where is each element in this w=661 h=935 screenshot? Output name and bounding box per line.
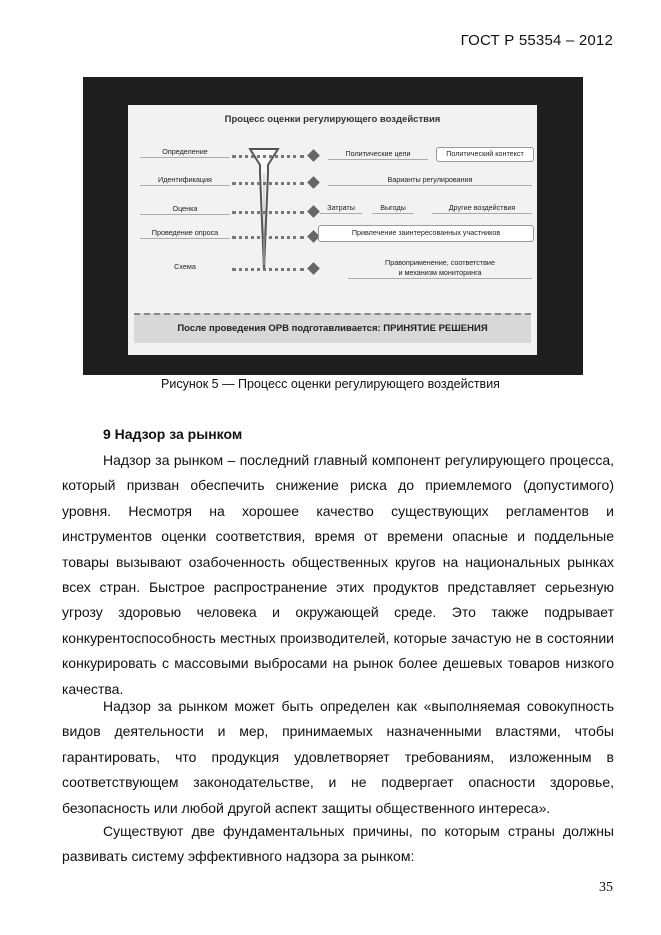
step-definition: Определение [140,148,230,158]
document-standard-id: ГОСТ Р 55354 – 2012 [460,32,613,49]
item-stakeholders: Привлечение заинтересованных участников [318,225,534,242]
connector-row-5 [232,268,304,271]
connector-row-2 [232,182,304,185]
downward-arrow-icon [246,145,282,275]
item-other-effects: Другие воздействия [432,204,532,214]
diagram-panel [128,105,537,355]
paragraph-1: Надзор за рынком – последний главный компонент регулирующего процесса, который призван обеспечить снижение риска до приемлемого (допустимого) уровня. Несмотря на хорошее качество существующих регламентов и инструментов оценки соответствия, время от времени опасные и поддельные товары вызывают озабоченность общественных кругов на национальных рынках всех стран. Быстрое распространение этих продуктов представляет серьезную угрозу здоровью человека и окружающей среде. Это также подрывает конкурентоспособность местных производителей, которые зачастую не в состоянии конкурировать с массовыми выбросами на рынок более дешевых товаров низкого качества. [62,452,614,697]
paragraph-3: Существуют две фундаментальных причины, по которым страны должны развивать систему эффективного надзора за рынком: [62,823,614,865]
step-assessment: Оценка [140,205,230,215]
connector-row-1 [232,155,304,158]
item-regulation-options: Варианты регулирования [328,176,532,186]
paragraph-2: Надзор за рынком может быть определен как «выполняемая совокупность видов деятельности и мер, принимаемых назначенными властями, чтобы гарантировать, что продукция удовлетворяет требованиям, изложенным в соответствующем законодательстве, и не подвергает опасности здоровье, безопасность или любой другой аспект защиты общественного интереса». [62,698,614,816]
figure-caption: Рисунок 5 — Процесс оценки регулирующего воздействия [161,377,500,391]
figure-process-diagram [83,77,583,375]
section-heading: 9 Надзор за рынком [103,426,243,442]
item-enforcement-line1: Правоприменение, соответствие [385,258,495,267]
step-identification: Идентификация [140,176,230,186]
diagram-title: Процесс оценки регулирующего воздействия [224,114,441,125]
item-political-goals: Политические цели [328,150,428,160]
diamond-marker-2 [307,176,320,189]
page-number: 35 [599,880,613,895]
step-scheme: Схема [174,262,196,271]
connector-row-3 [232,211,304,214]
item-costs: Затраты [320,204,362,214]
item-enforcement-line2: и механизм мониторинга [348,269,532,279]
diamond-marker-1 [307,149,320,162]
item-political-context: Политический контекст [436,147,534,162]
step-consultation: Проведение опроса [140,229,230,239]
item-benefits: Выгоды [372,204,414,214]
diagram-footer: После проведения ОРВ подготавливается: ПРИНЯТИЕ РЕШЕНИЯ [134,313,531,343]
connector-row-4 [232,236,304,239]
diamond-marker-5 [307,262,320,275]
diamond-marker-3 [307,205,320,218]
